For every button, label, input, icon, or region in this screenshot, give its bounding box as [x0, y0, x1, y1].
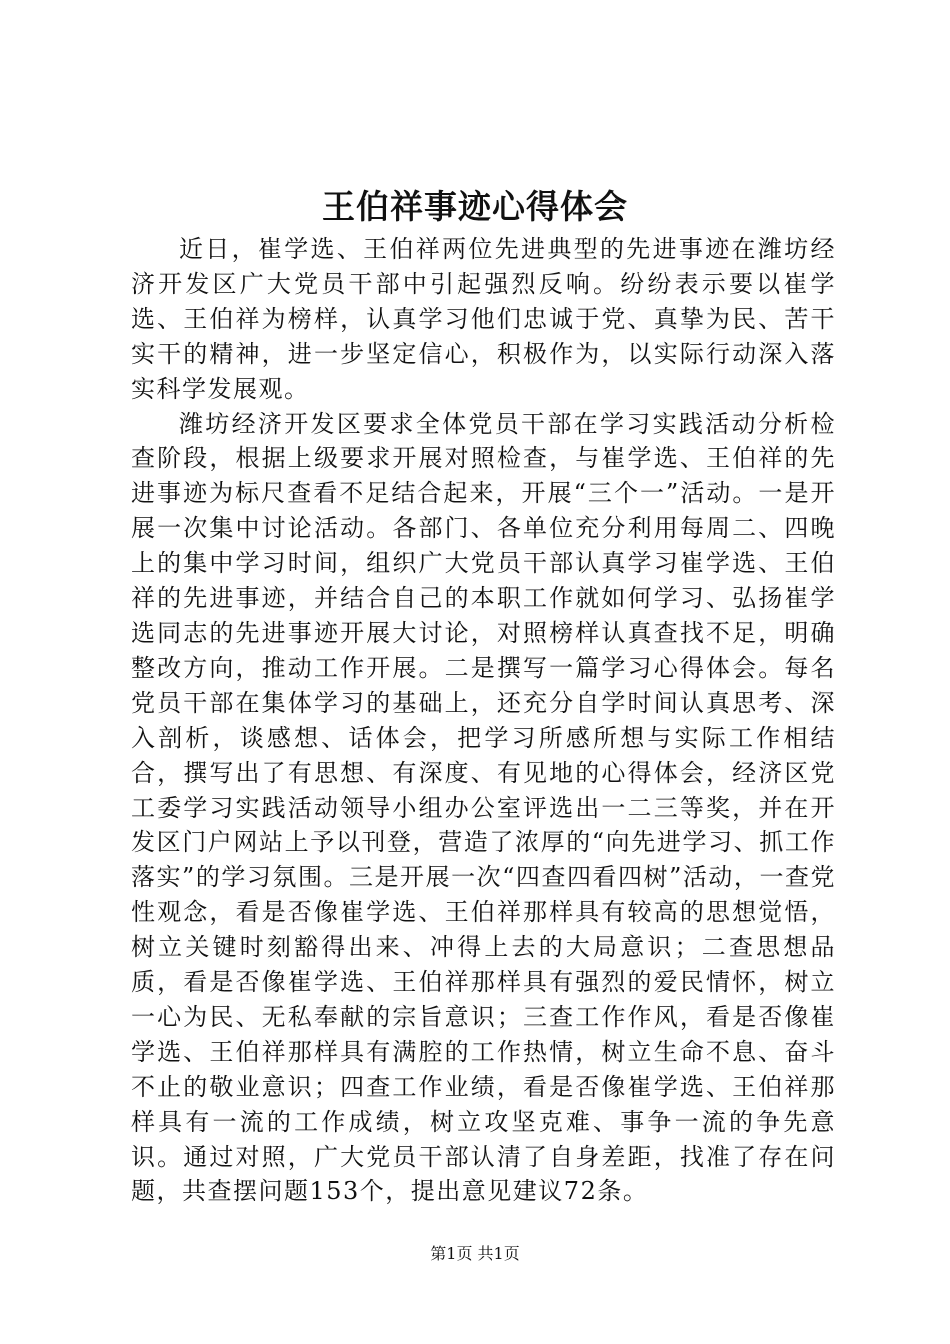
document-body	[131, 232, 836, 1209]
page-number: 第1页 共1页	[430, 1244, 520, 1263]
document-title: 王伯祥事迹心得体会	[322, 187, 628, 226]
paragraph-1: 近日，崔学选、王伯祥两位先进典型的先进事迹在潍坊经济开发区广大党员干部中引起强烈反响。纷纷表示要以崔学选、王伯祥为榜样，认真学习他们忠诚于党、真挚为民、苦干实干的精神，进一步坚定信心，积极作为，以实际行动深入落实科学发展观。	[131, 235, 836, 403]
paragraph-2: 潍坊经济开发区要求全体党员干部在学习实践活动分析检查阶段，根据上级要求开展对照检查，与崔学选、王伯祥的先进事迹为标尺查看不足结合起来，开展“三个一”活动。一是开展一次集中讨论活动。各部门、各单位充分利用每周二、四晚上的集中学习时间，组织广大党员干部认真学习崔学选、王伯祥的先进事迹，并结合自己的本职工作就如何学习、弘扬崔学选同志的先进事迹开展大讨论，对照榜样认真查找不足，明确整改方向，推动工作开展。二是撰写一篇学习心得体会。每名党员干部在集体学习的基础上，还充分自学时间认真思考、深入剖析，谈感想、话体会，把学习所感所想与实际工作相结合，撰写出了有思想、有深度、有见地的心得体会，经济区党工委学习实践活动领导小组办公室评选出一二三等奖，并在开发区门户网站上予以刊登，营造了浓厚的“向先进学习、抓工作落实”的学习氛围。三是开展一次“四查四看四树”活动，一查党性观念，看是否像崔学选、王伯祥那样具有较高的思想觉悟，树立关键时刻豁得出来、冲得上去的大局意识；二查思想品质，看是否像崔学选、王伯祥那样具有强烈的爱民情怀，树立一心为民、无私奉献的宗旨意识；三查工作作风，看是否像崔学选、王伯祥那样具有满腔的工作热情，树立生命不息、奋斗不止的敬业意识；四查工作业绩，看是否像崔学选、王伯祥那样具有一流的工作成绩，树立攻坚克难、事争一流的争先意识。通过对照，广大党员干部认清了自身差距，找准了存在问题，共查摆问题153个，提出意见建议72条。	[131, 409, 836, 1206]
